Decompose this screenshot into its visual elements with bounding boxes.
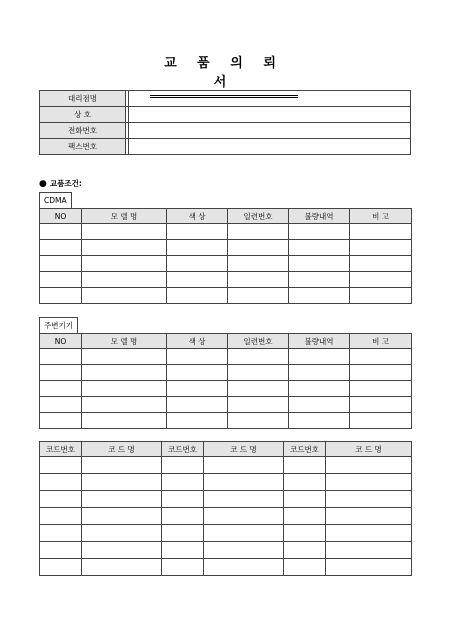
phone-label: 전화번호 bbox=[40, 123, 126, 139]
table-cell[interactable] bbox=[40, 272, 82, 288]
table-cell[interactable] bbox=[162, 508, 204, 525]
table-cell[interactable] bbox=[82, 508, 162, 525]
table-cell[interactable] bbox=[326, 474, 412, 491]
table-row bbox=[40, 224, 412, 240]
table-cell[interactable] bbox=[284, 457, 326, 474]
table-cell[interactable] bbox=[326, 491, 412, 508]
table-cell[interactable] bbox=[204, 491, 284, 508]
table-cell[interactable] bbox=[228, 288, 289, 304]
table-cell[interactable] bbox=[82, 349, 167, 365]
code-header-cell: 코 드 명 bbox=[82, 442, 162, 457]
table-cell[interactable] bbox=[228, 272, 289, 288]
table-cell[interactable] bbox=[289, 349, 350, 365]
table-cell[interactable] bbox=[82, 397, 167, 413]
table-cell[interactable] bbox=[162, 457, 204, 474]
table-row bbox=[40, 559, 412, 576]
table-row bbox=[40, 542, 412, 559]
accessories-header-cell: 모 델 명 bbox=[82, 334, 167, 349]
table-cell[interactable] bbox=[40, 397, 82, 413]
table-row bbox=[40, 508, 412, 525]
table-cell[interactable] bbox=[204, 559, 284, 576]
table-cell[interactable] bbox=[82, 474, 162, 491]
dealer-name-field[interactable] bbox=[129, 91, 411, 107]
table-cell[interactable] bbox=[167, 413, 228, 429]
table-row bbox=[40, 288, 412, 304]
table-cell[interactable] bbox=[82, 240, 167, 256]
table-cell[interactable] bbox=[228, 365, 289, 381]
table-cell[interactable] bbox=[162, 525, 204, 542]
table-cell[interactable] bbox=[204, 525, 284, 542]
table-cell[interactable] bbox=[326, 525, 412, 542]
table-cell[interactable] bbox=[40, 457, 82, 474]
table-cell[interactable] bbox=[289, 413, 350, 429]
cdma-header-cell: 불량내역 bbox=[289, 209, 350, 224]
table-cell[interactable] bbox=[284, 508, 326, 525]
table-cell[interactable] bbox=[326, 508, 412, 525]
exchange-conditions bbox=[39, 178, 82, 189]
table-cell[interactable] bbox=[289, 240, 350, 256]
accessories-table bbox=[39, 333, 412, 429]
accessories-header-row bbox=[40, 334, 412, 349]
table-cell[interactable] bbox=[82, 272, 167, 288]
table-cell[interactable] bbox=[284, 559, 326, 576]
code-header-row bbox=[40, 442, 412, 457]
table-row bbox=[40, 365, 412, 381]
cdma-header-cell: 비 고 bbox=[350, 209, 412, 224]
table-cell[interactable] bbox=[82, 288, 167, 304]
table-row bbox=[40, 397, 412, 413]
table-cell[interactable] bbox=[228, 397, 289, 413]
table-cell[interactable] bbox=[350, 256, 412, 272]
table-cell[interactable] bbox=[204, 508, 284, 525]
cdma-header-cell: NO bbox=[40, 209, 82, 224]
accessories-header-cell: 비 고 bbox=[350, 334, 412, 349]
table-cell[interactable] bbox=[167, 349, 228, 365]
table-cell[interactable] bbox=[167, 365, 228, 381]
table-cell[interactable] bbox=[162, 559, 204, 576]
cdma-header-cell: 일련번호 bbox=[228, 209, 289, 224]
table-cell[interactable] bbox=[167, 272, 228, 288]
table-row bbox=[40, 474, 412, 491]
cdma-header-cell: 색 상 bbox=[167, 209, 228, 224]
table-cell[interactable] bbox=[204, 474, 284, 491]
table-cell[interactable] bbox=[228, 381, 289, 397]
table-cell[interactable] bbox=[82, 381, 167, 397]
table-cell[interactable] bbox=[82, 365, 167, 381]
accessories-header-cell: 일련번호 bbox=[228, 334, 289, 349]
table-cell[interactable] bbox=[40, 381, 82, 397]
table-cell[interactable] bbox=[284, 542, 326, 559]
table-cell[interactable] bbox=[82, 457, 162, 474]
table-cell[interactable] bbox=[289, 272, 350, 288]
table-cell[interactable] bbox=[167, 256, 228, 272]
table-cell[interactable] bbox=[40, 559, 82, 576]
table-cell[interactable] bbox=[228, 349, 289, 365]
table-cell[interactable] bbox=[40, 288, 82, 304]
fax-field[interactable] bbox=[129, 139, 411, 155]
table-cell[interactable] bbox=[167, 397, 228, 413]
table-cell[interactable] bbox=[350, 413, 412, 429]
table-cell[interactable] bbox=[350, 224, 412, 240]
fax-label: 팩스번호 bbox=[40, 139, 126, 155]
table-cell[interactable] bbox=[326, 542, 412, 559]
table-cell[interactable] bbox=[228, 256, 289, 272]
table-cell[interactable] bbox=[162, 542, 204, 559]
table-cell[interactable] bbox=[228, 413, 289, 429]
table-cell[interactable] bbox=[228, 224, 289, 240]
table-row bbox=[40, 457, 412, 474]
document-title: 교 품 의 뢰 서 bbox=[150, 52, 298, 98]
phone-field[interactable] bbox=[129, 123, 411, 139]
table-cell[interactable] bbox=[350, 397, 412, 413]
table-cell[interactable] bbox=[350, 365, 412, 381]
table-cell[interactable] bbox=[40, 474, 82, 491]
info-row-dealer bbox=[40, 91, 411, 107]
table-cell[interactable] bbox=[40, 413, 82, 429]
table-cell[interactable] bbox=[284, 525, 326, 542]
table-row bbox=[40, 381, 412, 397]
table-cell[interactable] bbox=[82, 224, 167, 240]
code-table bbox=[39, 441, 412, 576]
table-cell[interactable] bbox=[289, 288, 350, 304]
table-row bbox=[40, 256, 412, 272]
table-cell[interactable] bbox=[82, 256, 167, 272]
accessories-header-cell: NO bbox=[40, 334, 82, 349]
table-cell[interactable] bbox=[289, 381, 350, 397]
cdma-section-label: CDMA bbox=[39, 192, 72, 208]
table-cell[interactable] bbox=[326, 559, 412, 576]
cdma-header-cell: 모 델 명 bbox=[82, 209, 167, 224]
conditions-label: 교품조건: bbox=[49, 179, 82, 188]
table-cell[interactable] bbox=[204, 457, 284, 474]
table-cell[interactable] bbox=[167, 240, 228, 256]
table-cell[interactable] bbox=[326, 457, 412, 474]
info-row-fax bbox=[40, 139, 411, 155]
table-row bbox=[40, 240, 412, 256]
company-name-label: 상 호 bbox=[40, 107, 126, 123]
table-cell[interactable] bbox=[40, 491, 82, 508]
table-cell[interactable] bbox=[289, 256, 350, 272]
table-cell[interactable] bbox=[289, 365, 350, 381]
table-cell[interactable] bbox=[284, 491, 326, 508]
code-header-cell: 코드번호 bbox=[162, 442, 204, 457]
table-cell[interactable] bbox=[82, 542, 162, 559]
table-cell[interactable] bbox=[40, 240, 82, 256]
table-cell[interactable] bbox=[82, 491, 162, 508]
accessories-header-cell: 색 상 bbox=[167, 334, 228, 349]
table-cell[interactable] bbox=[289, 224, 350, 240]
code-header-cell: 코드번호 bbox=[284, 442, 326, 457]
code-header-cell: 코 드 명 bbox=[326, 442, 412, 457]
table-cell[interactable] bbox=[40, 508, 82, 525]
dealer-name-label: 대리점명 bbox=[40, 91, 126, 107]
table-cell[interactable] bbox=[82, 413, 167, 429]
table-cell[interactable] bbox=[40, 224, 82, 240]
company-name-field[interactable] bbox=[129, 107, 411, 123]
table-cell[interactable] bbox=[82, 559, 162, 576]
table-cell[interactable] bbox=[350, 349, 412, 365]
table-cell[interactable] bbox=[284, 474, 326, 491]
cdma-table bbox=[39, 208, 412, 304]
table-row bbox=[40, 491, 412, 508]
table-cell[interactable] bbox=[162, 491, 204, 508]
info-row-company bbox=[40, 107, 411, 123]
table-row bbox=[40, 272, 412, 288]
table-cell[interactable] bbox=[40, 256, 82, 272]
table-cell[interactable] bbox=[228, 240, 289, 256]
table-cell[interactable] bbox=[289, 397, 350, 413]
table-cell[interactable] bbox=[167, 288, 228, 304]
accessories-header-cell: 불량내역 bbox=[289, 334, 350, 349]
bullet-icon: ● bbox=[39, 179, 47, 189]
table-cell[interactable] bbox=[162, 474, 204, 491]
table-cell[interactable] bbox=[40, 349, 82, 365]
table-cell[interactable] bbox=[350, 288, 412, 304]
table-cell[interactable] bbox=[350, 240, 412, 256]
table-cell[interactable] bbox=[40, 365, 82, 381]
table-row bbox=[40, 413, 412, 429]
table-cell[interactable] bbox=[167, 381, 228, 397]
info-row-phone bbox=[40, 123, 411, 139]
table-cell[interactable] bbox=[350, 381, 412, 397]
table-cell[interactable] bbox=[40, 525, 82, 542]
code-header-cell: 코드번호 bbox=[40, 442, 82, 457]
table-cell[interactable] bbox=[167, 224, 228, 240]
table-cell[interactable] bbox=[350, 272, 412, 288]
accessories-section-label: 주변기기 bbox=[39, 317, 78, 333]
dealer-info-table bbox=[39, 90, 411, 155]
cdma-header-row bbox=[40, 209, 412, 224]
table-cell[interactable] bbox=[204, 542, 284, 559]
table-row bbox=[40, 349, 412, 365]
table-cell[interactable] bbox=[82, 525, 162, 542]
table-row bbox=[40, 525, 412, 542]
code-header-cell: 코 드 명 bbox=[204, 442, 284, 457]
table-cell[interactable] bbox=[40, 542, 82, 559]
